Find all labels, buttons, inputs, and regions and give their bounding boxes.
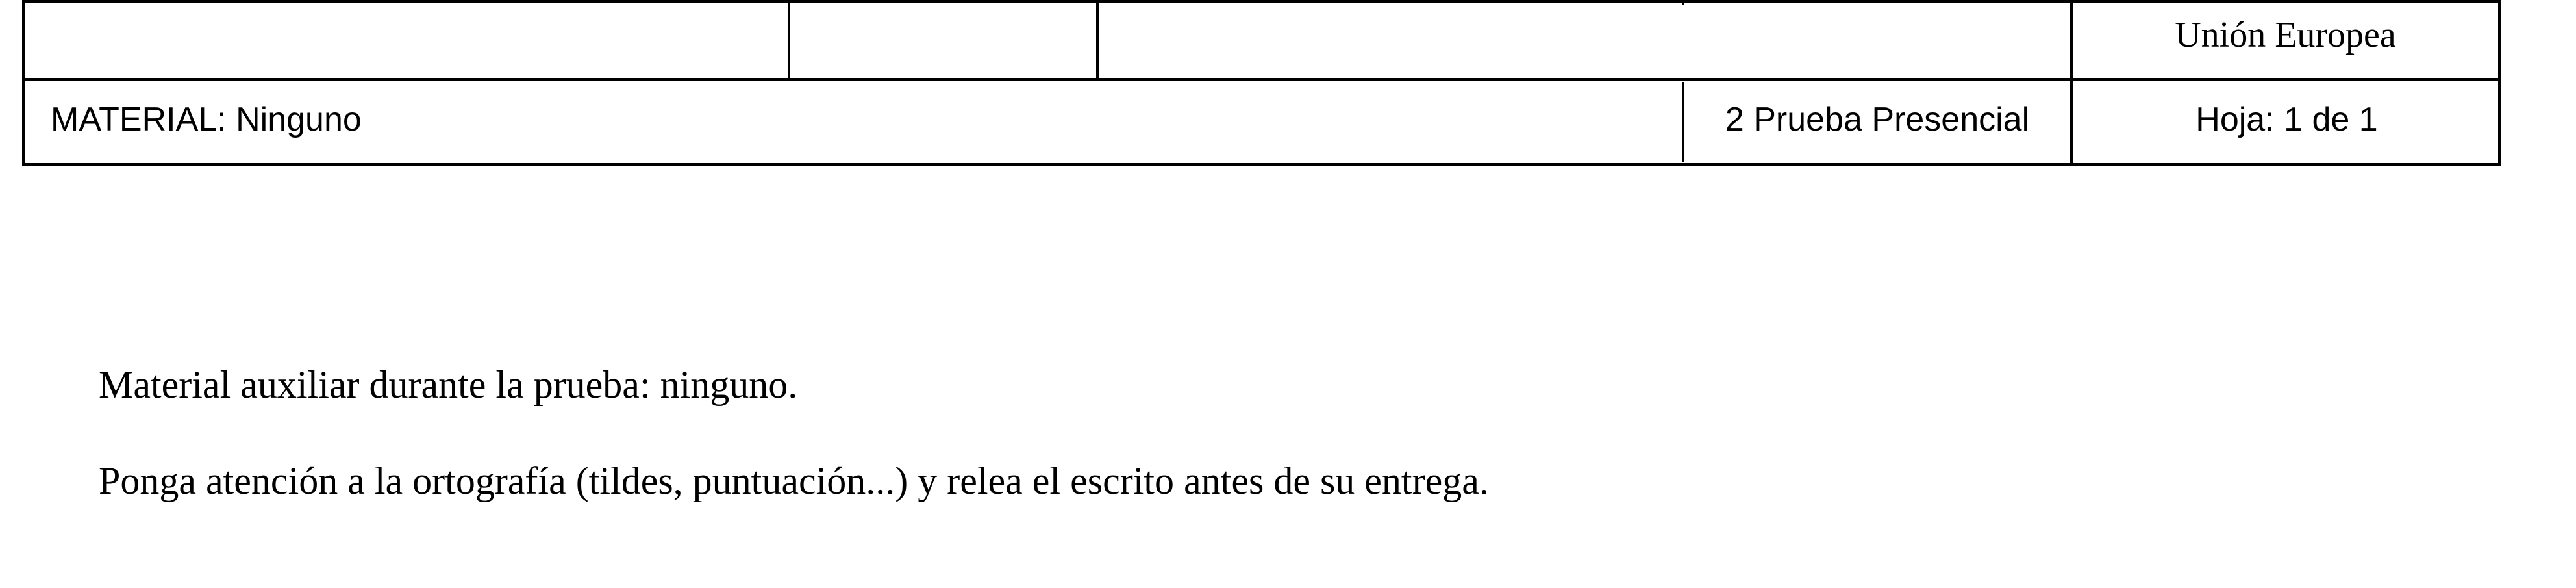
header-sheet-number: Hoja: 1 de 1: [2195, 101, 2378, 138]
header-row-divider: [25, 78, 2498, 81]
exam-header-table: [22, 0, 2501, 166]
header-union-label: Unión Europea: [2175, 15, 2396, 55]
header-exam-type: 2 Prueba Presencial: [1725, 101, 2030, 138]
header-tick-mark: [1682, 0, 1684, 5]
header-material-label: MATERIAL: Ninguno: [51, 101, 362, 138]
instruction-spelling: Ponga atención a la ortografía (tildes, puntuación...) y relea el escrito antes de su entrega.: [99, 459, 1489, 502]
header-column-divider: [788, 3, 790, 78]
instruction-material: Material auxiliar durante la prueba: ninguno.: [99, 363, 798, 406]
header-column-divider: [1096, 3, 1099, 78]
